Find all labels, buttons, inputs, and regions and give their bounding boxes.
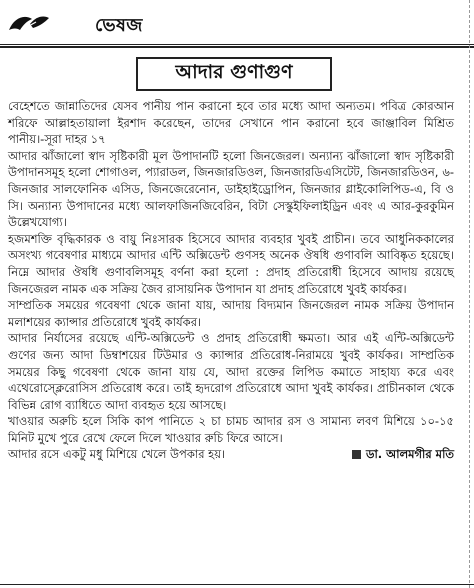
closing-line: আদার রসে একটু মধু মিশিয়ে খেলে উপকার হয়। <box>8 447 226 462</box>
byline <box>352 446 454 463</box>
paragraph-4: সাম্প্রতিক সময়ের গবেষণা থেকে জানা যায়, আদায় বিদ্যমান জিনজেরল নামক সক্রিয় উপাদান মলাশয়ের ক্যান্সার প্রতিরোধে খুবই কার্যকর। <box>8 298 454 329</box>
header-rule <box>0 44 474 45</box>
leaf-icon <box>6 10 52 38</box>
paragraph-2: আদার ঝাঁজালো স্বাদ সৃষ্টিকারী মূল উপাদানটি হলো জিনজেরল। অন্যান্য ঝাঁজালো স্বাদ সৃষ্টিকারী উপাদানসমূহ হলো শোগাওল, প্যারাডল, জিনজারডিওল, জিনজারডিএসিটেট, জিনজারডিওন, ৬-জিনজার সালফোনিক এসিড, জিনজেরেনোন, ডাইহাইড্রোপিন, জিনজার গ্লাইকোলিপিড-এ, বি ও সি। অন্যান্য উপাদানের মধ্যে আলফাজিনজিবেরিন, বিটা সেস্কুইফিলাইড্রিন এবং এ আর-কুরকুমিন উল্লেখযোগ্য। <box>8 148 454 230</box>
section-name: ভেষজ <box>95 15 143 36</box>
footer-rule <box>0 584 474 585</box>
closing-row <box>8 446 454 463</box>
header-rule-thick <box>0 46 474 48</box>
section-header <box>0 0 474 46</box>
paragraph-1: বেহেশতে জান্নাতিদের যেসব পানীয় পান করানো হবে তার মধ্যে আদা অন্যতম। পবিত্র কোরআন শরিফে আল্লাহতায়ালা ইরশাদ করেছেন, তাদের সেখানে পান করানো হবে জাঞ্জাবিল মিশ্রিত পানীয়।-সূরা দাহর ১৭ <box>8 99 454 147</box>
author-name: ডা. আলমগীর মতি <box>365 447 454 462</box>
paragraph-6: খাওয়ার অরুচি হলে সিকি কাপ পানিতে ২ চা চামচ আদার রস ও সামান্য লবণ মিশিয়ে ১০-১৫ মিনিট মুখে পুরে রেখে ফেলে দিলে খাওয়ার রুচি ফিরে আসে। <box>8 414 454 445</box>
article-title: আদার গুণাগুণ <box>136 57 332 91</box>
column-border <box>469 0 472 588</box>
paragraph-5: আদার নির্যাসের রয়েছে এন্টি-অক্সিডেন্ট ও প্রদাহ প্রতিরোধী ক্ষমতা। আর এই এন্টি-অক্সিডেন্ট গুণের জন্য আদা ডিম্বাশয়ের টিউমার ও ক্যান্সার প্রতিরোধ-নিরাময়ে খুবই কার্যকর। সাম্প্রতিক সময়ের কিছু গবেষণা থেকে জানা যায় যে, আদা রক্তের লিপিড কমাতে সাহায্য করে এবং এথেরোস্ক্লেরোসিস প্রতিরোধ করে। তাই হৃদরোগ প্রতিরোধে আদা খুবই কার্যকর। প্রাচীনকাল থেকে বিভিন্ন রোগ ব্যাধিতে আদা ব্যবহৃত হয়ে আসছে। <box>8 331 454 412</box>
square-bullet-icon <box>352 450 361 459</box>
article-body <box>8 98 454 463</box>
paragraph-3: হজমশক্তি বৃদ্ধিকারক ও বায়ু নিঃসারক হিসেবে আদার ব্যবহার খুবই প্রাচীন। তবে আধুনিককালের অসংখ্য গবেষণার মাধ্যমে আদার এন্টি অক্সিডেন্ট গুণসহ অনেক ঔষধি গুণাবলি আবিষ্কৃত হয়েছে। নিম্নে আদার ঔষধি গুণাবলিসমূহ বর্ণনা করা হলো : প্রদাহ প্রতিরোধী হিসেবে আদায় রয়েছে জিনজেরল নামক এক সক্রিয় জৈব রাসায়নিক উপাদান যা প্রদাহ প্রতিরোধে খুবই কার্যকর। <box>8 231 454 296</box>
